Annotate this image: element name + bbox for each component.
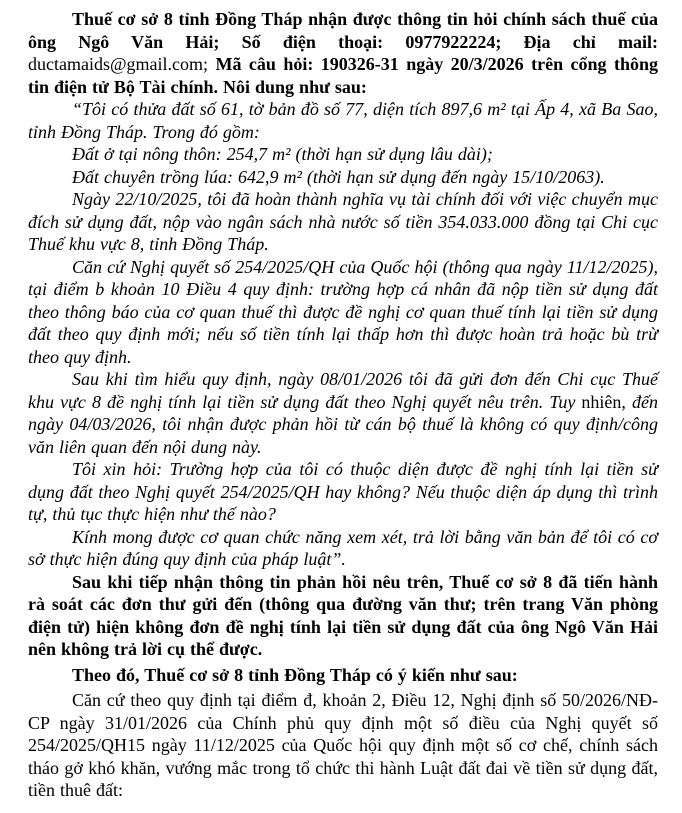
opening-paragraph [28,8,658,98]
quote-financial-obligation: Ngày 22/10/2025, tôi đã hoàn thành nghĩa vụ tài chính đối với việc chuyển mục đích sử dụng đất, nộp vào ngân sách nhà nước số tiền 354.033.000 đồng tại Chi cục Thuế khu vực 8, tỉnh Đồng Tháp. [28,189,658,254]
quote-residential-land: Đất ở tại nông thôn: 254,7 m² (thời hạn sử dụng lâu dài); [72,144,493,164]
quote-rice-land: Đất chuyên trồng lúa: 642,9 m² (thời hạn sử dụng đến ngày 15/10/2063). [72,166,605,187]
email-address: ductamaids@gmail.com; [28,54,216,74]
quote-request-history-before: Sau khi tìm hiểu quy định, ngày 08/01/2026 tôi đã gửi đơn đến Chi cục Thuế khu vực 8 đề nghị tính lại tiền sử dụng đất theo Nghị quyết nêu trên. Tuy [28,369,658,412]
response-opinion-paragraph: Theo đó, Thuế cơ sở 8 tỉnh Đồng Tháp có ý kiến như sau: [72,664,518,685]
quote-resolution-citation: Căn cứ Nghị quyết số 254/2025/QH của Quốc hội (thông qua ngày 11/12/2025), tại điểm b khoản 10 Điều 4 quy định: trường hợp cá nhân đã nộp tiền sử dụng đất theo thông báo của cơ quan thuế thì được đề nghị cơ quan thuế tính lại tiền sử dụng đất theo quy định mới; nếu số tiền tính lại thấp hơn thì được hoàn trả hoặc bù trừ theo quy định. [28,256,658,367]
quote-request-history-upright: nhiên, [581,391,626,412]
quote-request-history [28,368,658,458]
quote-closing: Kính mong được cơ quan chức năng xem xét, trả lời bằng văn bản để tôi có cơ sở thực hiện đúng quy định của pháp luật”. [28,526,658,569]
response-legal-basis-paragraph: Căn cứ theo quy định tại điểm đ, khoản 2, Điều 12, Nghị định số 50/2026/NĐ-CP ngày 31/01/2026 của Chính phủ quy định một số điều của Nghị quyết số 254/2025/QH15 ngày 11/12/2025 của Quốc hội quy định một số cơ chế, chính sách tháo gở khó khăn, vướng mắc trong tổ chức thi hành Luật đất đai về tiền sử dụng đất, tiền thuê đất: [28,690,658,800]
response-review-paragraph: Sau khi tiếp nhận thông tin phản hồi nêu trên, Thuế cơ sở 8 đã tiến hành rà soát các đơn thư gửi đến (thông qua đường văn thư; trên trang Văn phòng điện tử) hiện không đơn đề nghị tính lại tiền sử dụng đất của ông Ngô Văn Hải nên không trả lời cụ thể được. [28,571,658,659]
opening-text-before-email: Thuế cơ sở 8 tỉnh Đồng Tháp nhận được thông tin hỏi chính sách thuế của ông Ngô Văn Hải; Số điện thoại: 0977922224; Địa chỉ mail: [28,9,658,52]
quote-request-history-after: đến ngày 04/03/2026, tôi nhận được phản hồi từ cán bộ thuế là không có quy định/công văn liên quan đến nội dung này. [28,391,658,457]
quote-question: Tôi xin hỏi: Trường hợp của tôi có thuộc diện được đề nghị tính lại tiền sử dụng đất theo Nghị quyết 254/2025/QH hay không? Nếu thuộc diện áp dụng thì trình tự, thủ tục thực hiện như thế nào? [28,459,658,524]
opening-text-after-email: Mã câu hỏi: 190326-31 ngày 20/3/2026 trên cổng thông tin điện tử Bộ Tài chính. Nôi dung như sau: [28,54,658,97]
quote-parcel-info: “Tôi có thửa đất số 61, tờ bản đồ số 77, diện tích 897,6 m² tại Ấp 4, xã Ba Sao, tỉnh Đồng Tháp. Trong đó gồm: [28,99,658,142]
